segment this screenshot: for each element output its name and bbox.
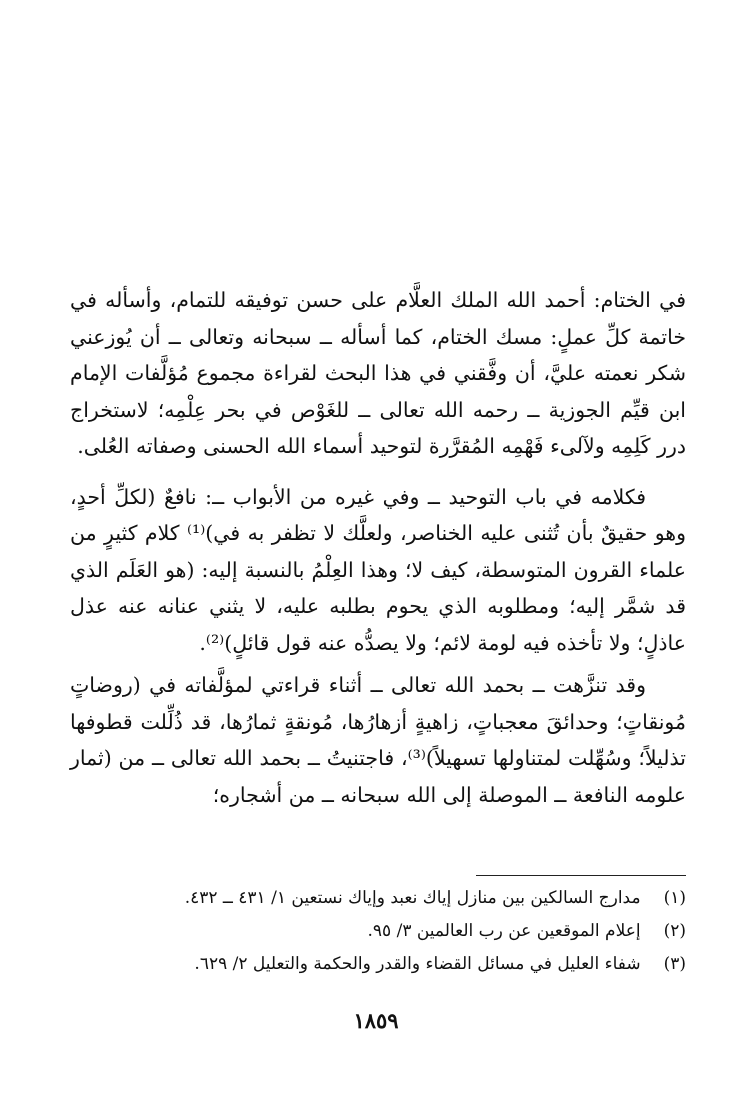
footnote-3: [70, 948, 686, 981]
footnote-1: [70, 882, 686, 915]
footnote-text: إعلام الموقعين عن رب العالمين ٣/ ٩٥.: [367, 921, 641, 941]
paragraph-conclusion: في الختام: أحمد الله الملك العلَّام على حسن توفيقه للتمام، وأسأله في خاتمة كلِّ عملٍ: مسك الختام، كما أسأله ــ سبحانه وتعالى ــ أن يُوزعني شكر نعمته عليَّ، أن وفَّقني في هذا البحث لقراءة مجموع مُؤلَّفات الإمام ابن قيِّم الجوزية ــ رحمه الله تعالى ــ للغَوْص في بحر عِلْمِه؛ لاستخراج درر كَلِمِه ولآلىء فَهْمِه المُقرَّرة لتوحيد أسماء الله الحسنى وصفاته العُلى.: [70, 288, 686, 458]
footnotes: [70, 882, 686, 981]
paragraph-gardens: وقد تنزَّهت ــ بحمد الله تعالى ــ أثناء قراءتي لمؤلَّفاته في (روضاتٍ مُونقاتٍ؛ وحدائقَ معجباتٍ، زاهيةٍ أزهارُها، مُونقةٍ ثمارُها، قد ذُلِّلت قطوفها تذليلاً؛ وسُهِّلت لمتناولها تسهيلاً)⁽³⁾، فاجتنيتُ ــ بحمد الله تعالى ــ من (ثمار علومه النافعة ــ الموصلة إلى الله سبحانه ــ من أشجاره؛: [70, 673, 686, 807]
paragraph-tawhid: فكلامه في باب التوحيد ــ وفي غيره من الأبواب ــ: نافعٌ (لكلِّ أحدٍ، وهو حقيقٌ بأن تُثنى عليه الخناصر، ولعلَّك لا تظفر به في)⁽¹⁾ كلام كثيرٍ من علماء القرون المتوسطة، كيف لا؛ وهذا العِلْمُ بالنسبة إليه: (هو العَلَم الذي قد شمَّر إليه؛ ومطلوبه الذي يحوم بطلبه عليه، لا يثني عنانه عنه عذل عاذلٍ؛ ولا تأخذه فيه لومة لائم؛ ولا يصدُّه عنه قول قائلٍ)⁽²⁾.: [70, 484, 686, 655]
footnote-2: [70, 915, 686, 948]
footnote-number: (٣): [663, 954, 686, 974]
footnote-number: (٢): [663, 921, 686, 941]
page-number: ١٨٥٩: [353, 1008, 399, 1033]
footnote-text: مدارج السالكين بين منازل إياك نعبد وإياك نستعين ١/ ٤٣١ ــ ٤٣٢.: [184, 888, 641, 908]
main-text: [70, 282, 686, 813]
footnote-text: شفاء العليل في مسائل القضاء والقدر والحكمة والتعليل ٢/ ٦٢٩.: [194, 954, 641, 974]
footnote-number: (١): [663, 888, 686, 908]
footnote-separator: [476, 875, 686, 876]
